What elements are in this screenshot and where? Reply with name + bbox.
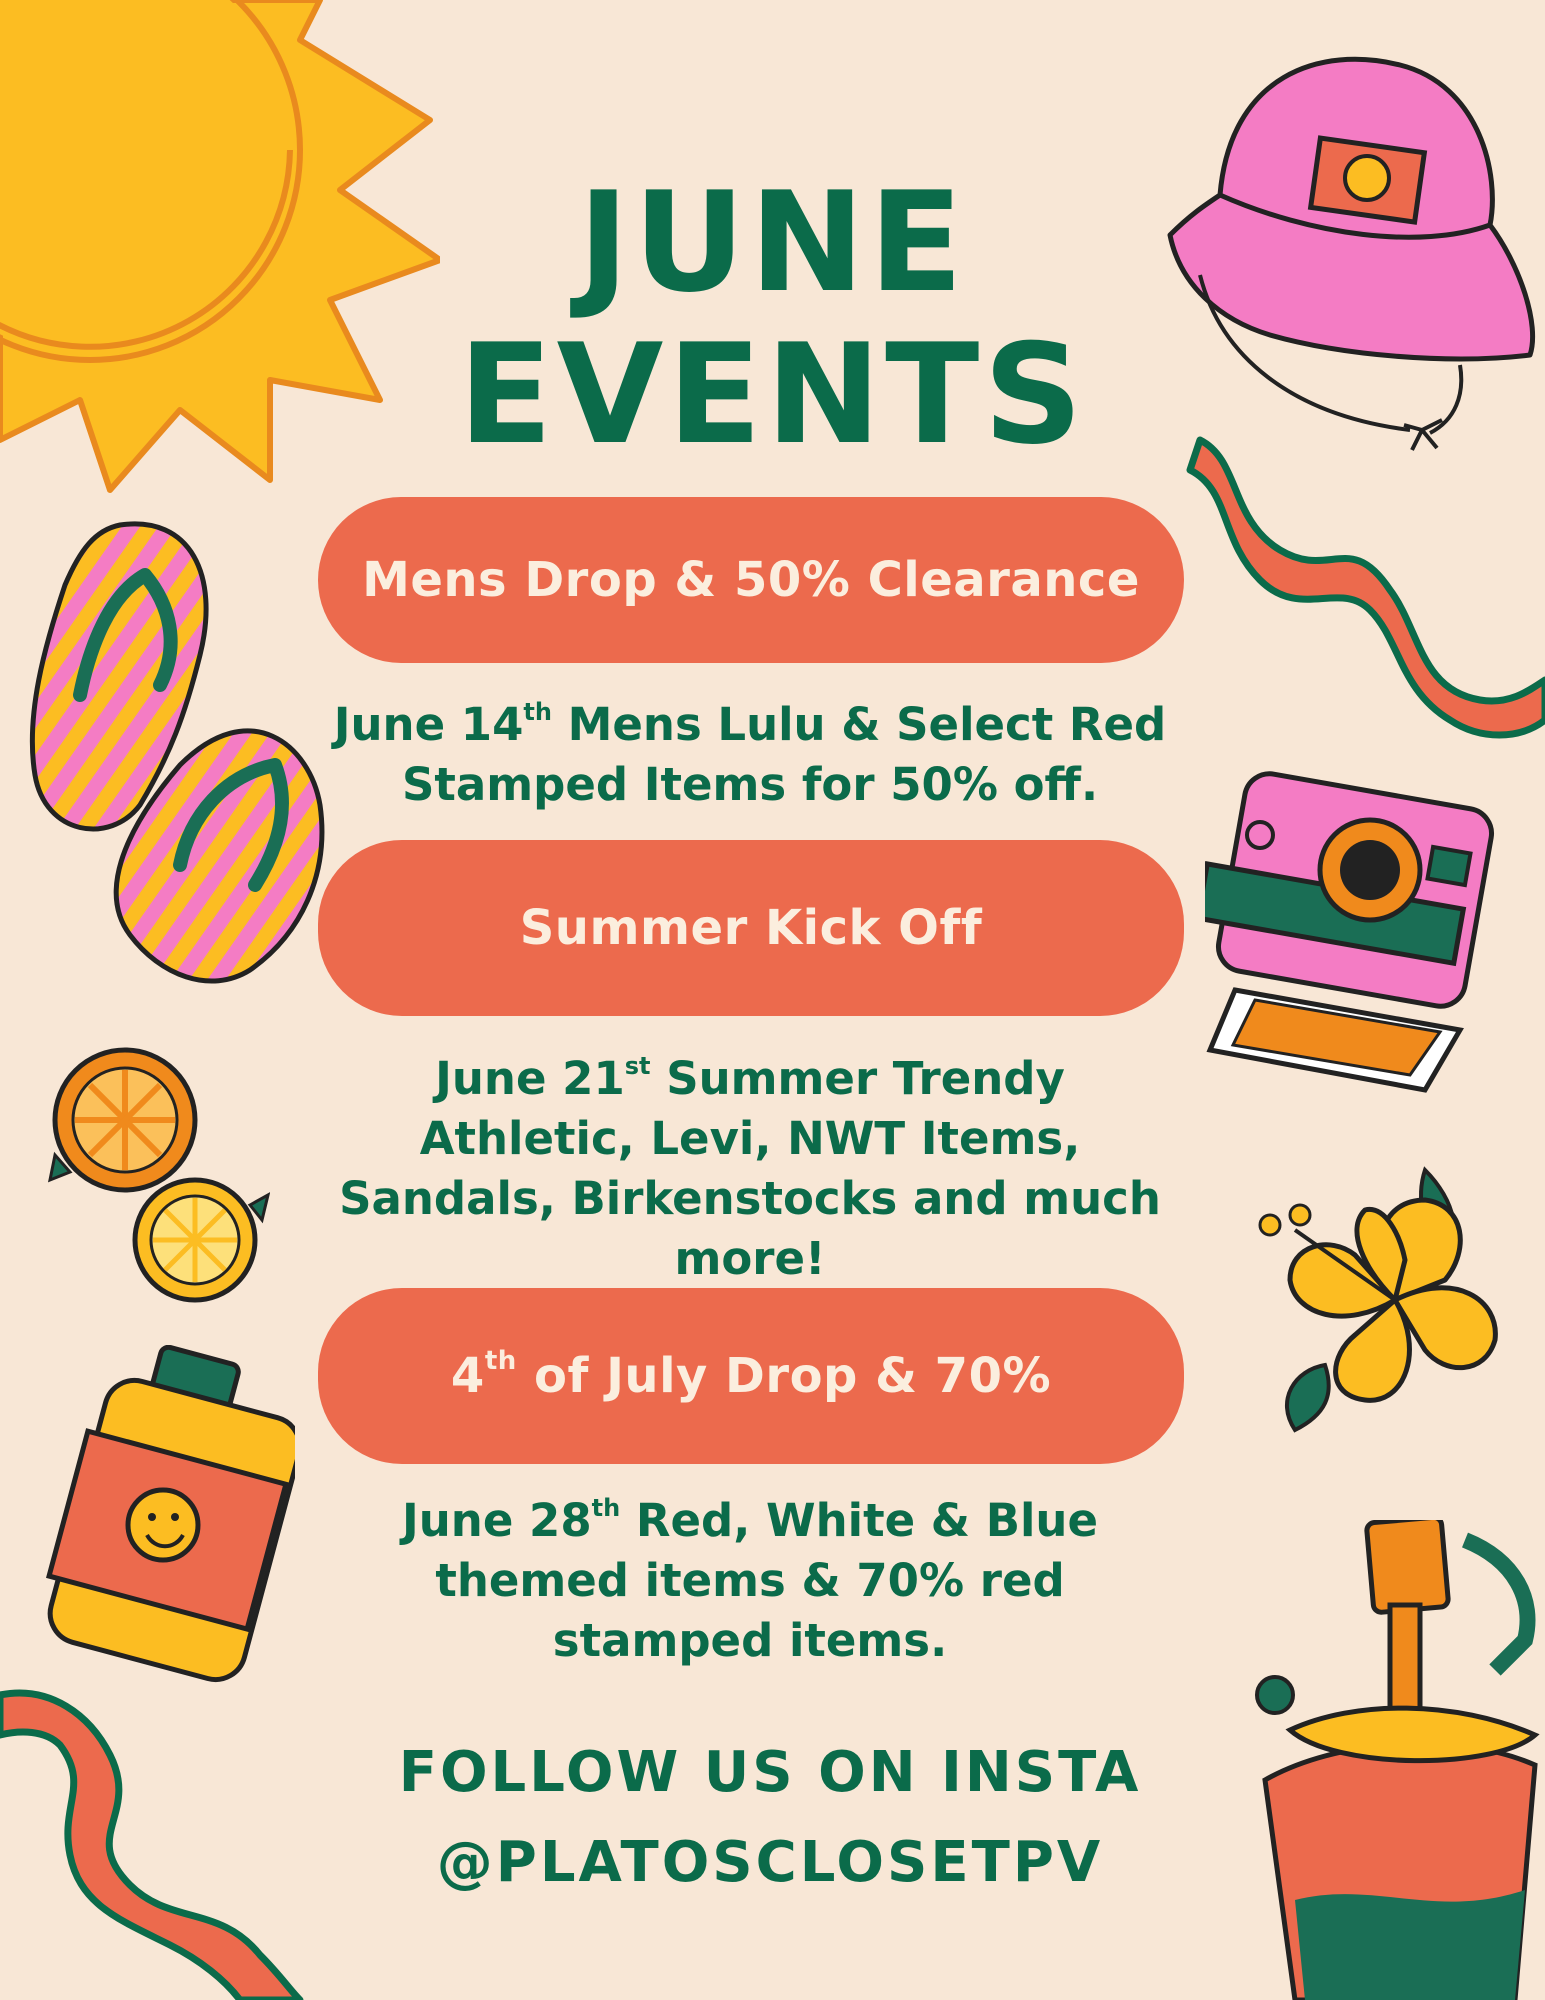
instant-camera-icon bbox=[1205, 760, 1505, 1100]
description-line: Athletic, Levi, NWT Items, bbox=[419, 1112, 1081, 1165]
heading-number: 4 bbox=[450, 1348, 485, 1404]
description-line: Summer Trendy bbox=[650, 1052, 1065, 1105]
event-description bbox=[300, 686, 1200, 815]
event-heading bbox=[451, 1348, 1051, 1404]
event-date: June 21 bbox=[435, 1052, 625, 1105]
page-title-line2: EVENTS bbox=[458, 314, 1087, 475]
page-title-line1: JUNE bbox=[577, 162, 968, 323]
description-line: Red, White & Blue bbox=[620, 1494, 1098, 1547]
event-description bbox=[300, 1482, 1200, 1671]
description-line: themed items & 70% red bbox=[435, 1554, 1065, 1607]
date-suffix: th bbox=[523, 698, 552, 726]
event-description bbox=[300, 1040, 1200, 1289]
sand-bucket-icon bbox=[1235, 1520, 1545, 2000]
hibiscus-flower-icon bbox=[1255, 1160, 1535, 1440]
orange-slices-icon bbox=[30, 1040, 270, 1320]
event-heading: Summer Kick Off bbox=[519, 900, 983, 956]
ribbon-icon bbox=[1180, 420, 1545, 760]
event-heading-pill bbox=[318, 497, 1184, 663]
heading-text: of July Drop & 70% bbox=[516, 1348, 1052, 1404]
event-date: June 28 bbox=[402, 1494, 592, 1547]
description-line: stamped items. bbox=[552, 1614, 948, 1667]
event-heading: Mens Drop & 50% Clearance bbox=[362, 552, 1140, 608]
instagram-handle[interactable]: @PLATOSCLOSETPV bbox=[436, 1830, 1104, 1895]
follow-text: FOLLOW US ON INSTA bbox=[398, 1740, 1142, 1805]
event-heading-pill bbox=[318, 840, 1184, 1016]
event-heading-pill bbox=[318, 1288, 1184, 1464]
description-line: more! bbox=[674, 1232, 826, 1285]
date-suffix: st bbox=[624, 1052, 651, 1080]
date-suffix: th bbox=[591, 1494, 621, 1522]
description-line: Sandals, Birkenstocks and much bbox=[339, 1172, 1161, 1225]
sunscreen-bottle-icon bbox=[15, 1345, 295, 1685]
description-line: Stamped Items for 50% off. bbox=[401, 758, 1099, 811]
event-date: June 14 bbox=[333, 698, 524, 751]
description-line: Mens Lulu & Select Red bbox=[551, 698, 1167, 751]
heading-suffix: th bbox=[484, 1346, 517, 1376]
ribbon-icon bbox=[0, 1675, 330, 2000]
